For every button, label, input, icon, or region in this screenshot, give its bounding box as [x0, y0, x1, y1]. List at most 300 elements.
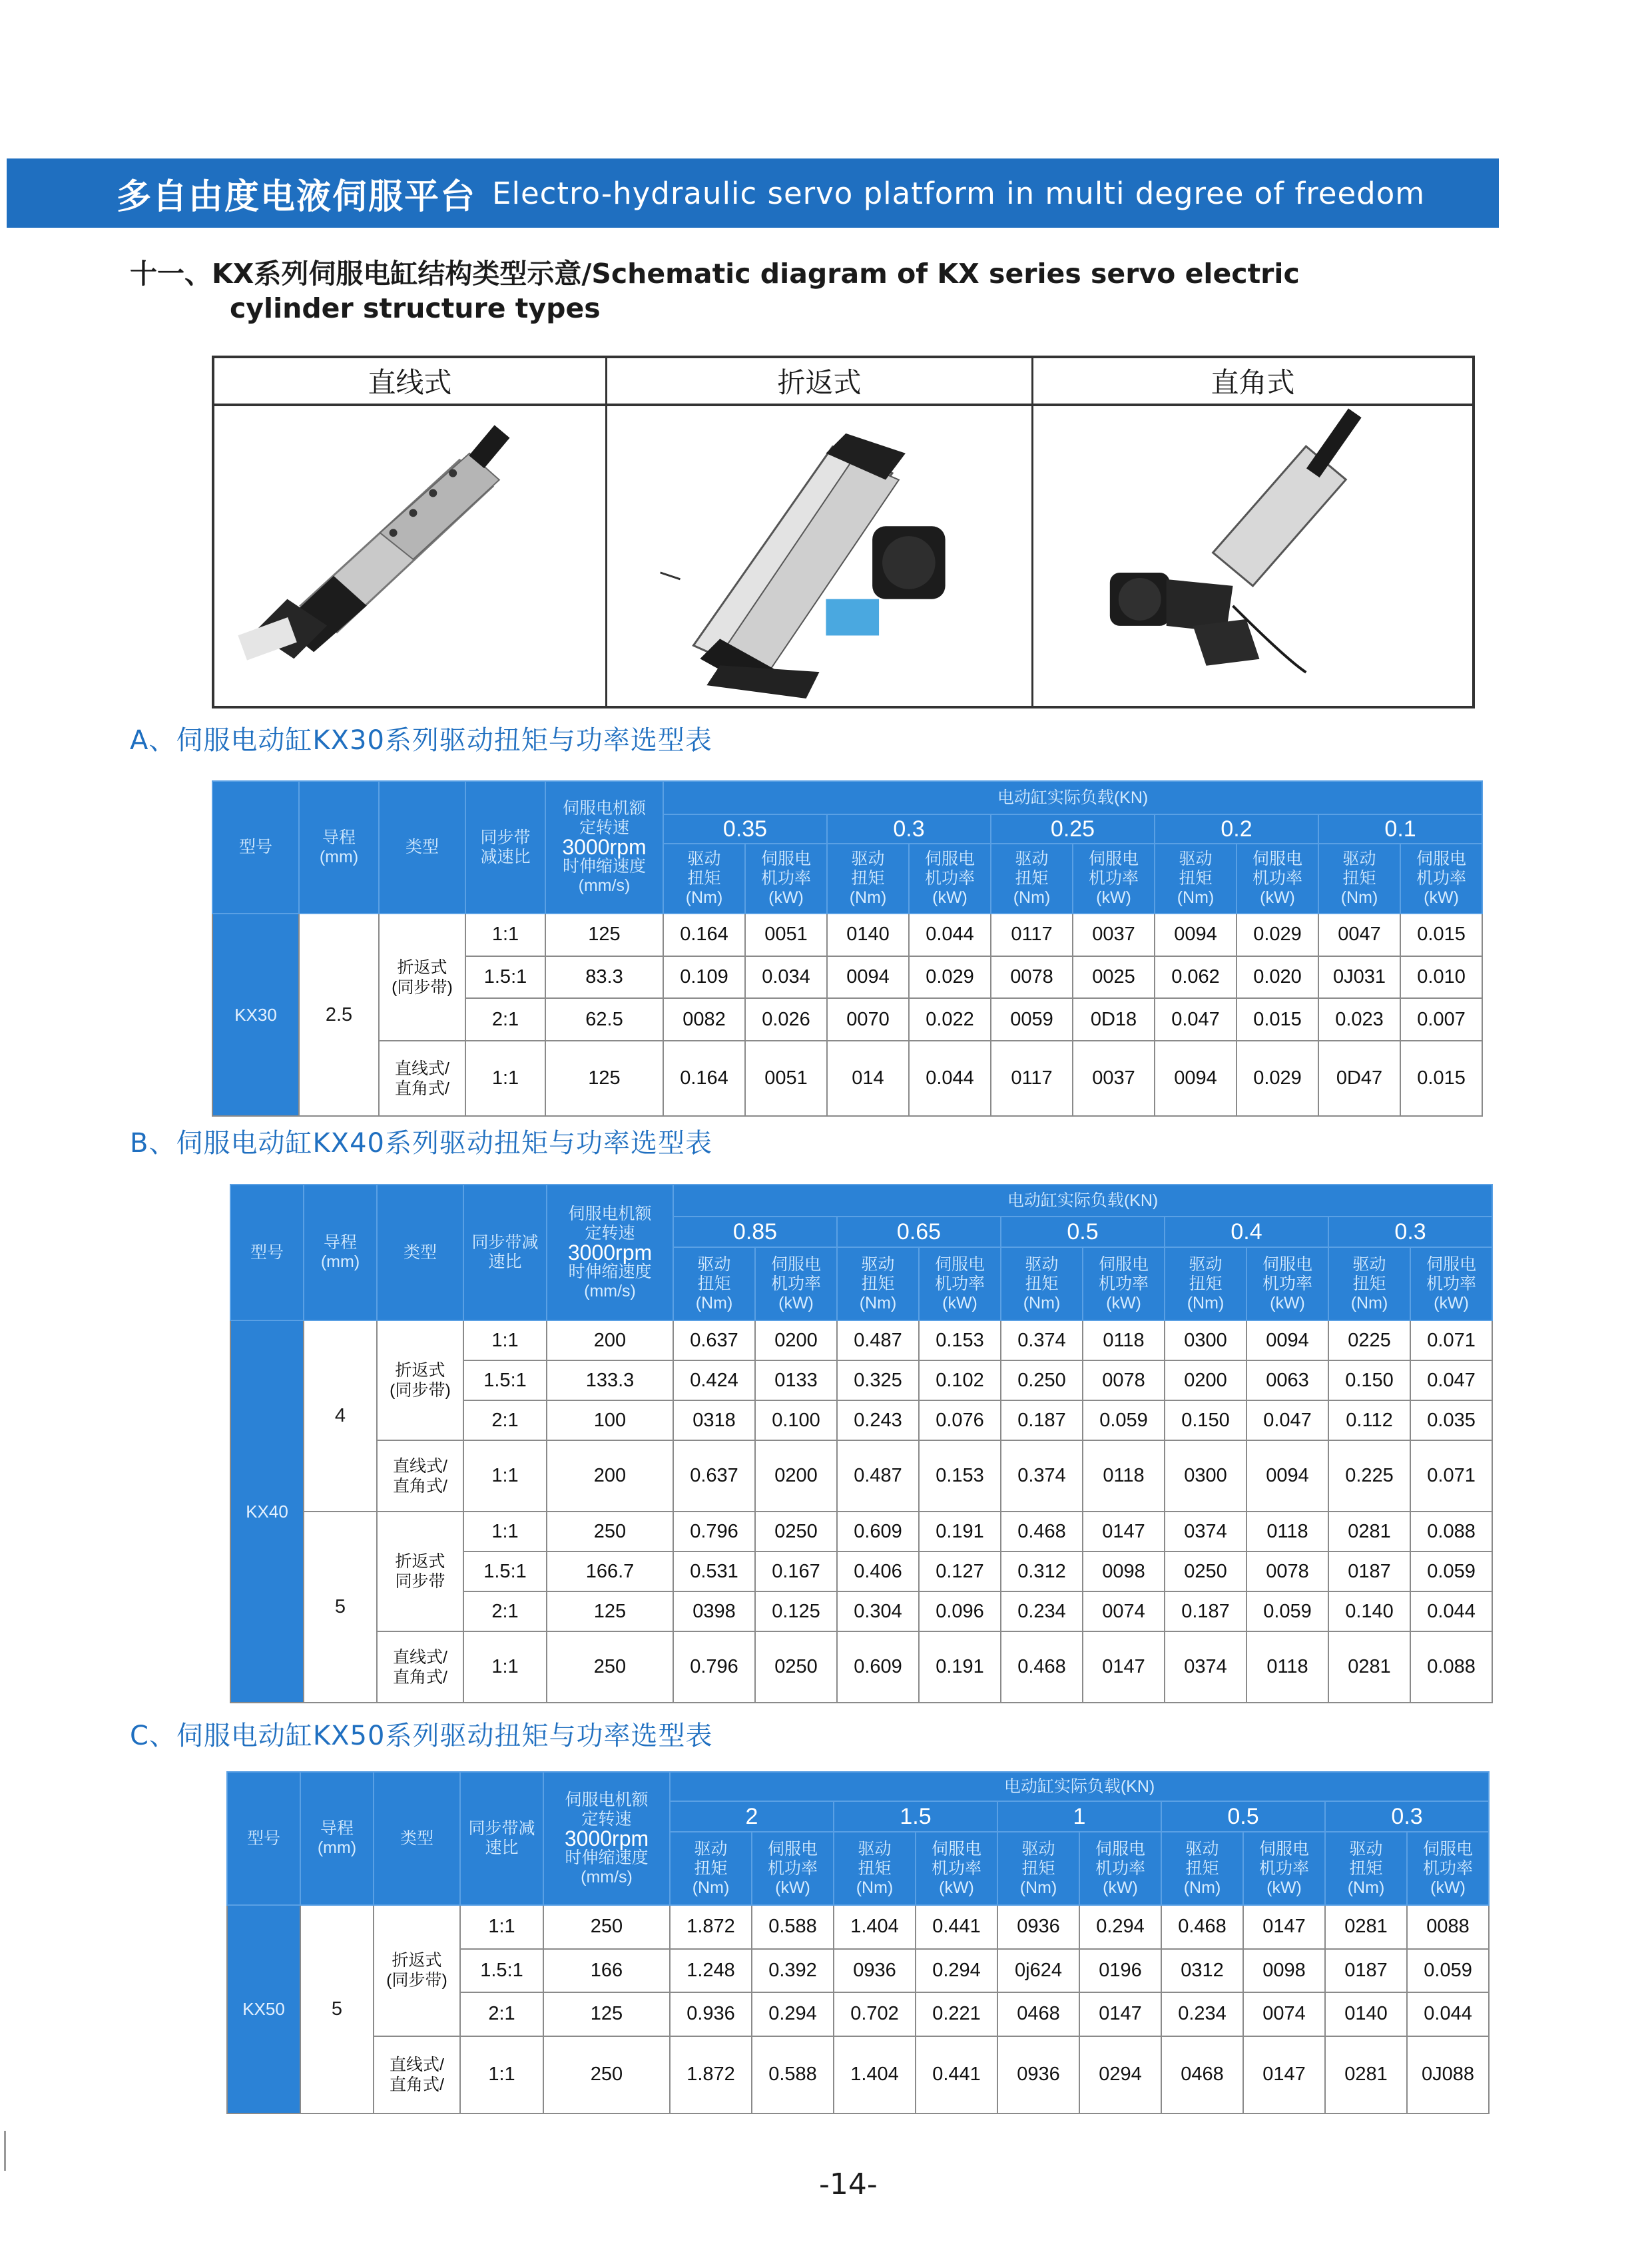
- table-a-h-power: 伺服电 机功率 (kW): [1073, 844, 1155, 914]
- table-b-cell: 0250: [1165, 1551, 1246, 1591]
- linear-cylinder-image: [214, 406, 607, 706]
- table-b-cell: 0250: [755, 1631, 837, 1703]
- table-b-cell: 0.487: [837, 1440, 919, 1512]
- table-a-h-lead: 导程 (mm): [299, 781, 379, 914]
- table-c-type-line: 直线式/ 直角式/: [374, 2036, 460, 2113]
- table-b-cell: 0.096: [919, 1591, 1001, 1631]
- table-b-h-model: 型号: [230, 1185, 304, 1320]
- table-c-h-speed-bottom: 时伸缩速度 (mm/s): [565, 1848, 649, 1886]
- table-b-cell: 0.071: [1410, 1320, 1492, 1360]
- table-b-cell: 0.468: [1001, 1631, 1083, 1703]
- table-c-cell: 1:1: [460, 1905, 543, 1949]
- table-b-cell: 0.059: [1246, 1591, 1328, 1631]
- table-b-cell: 0.125: [755, 1591, 837, 1631]
- table-a-h-speed-bottom: 时伸缩速度 (mm/s): [562, 857, 646, 895]
- table-c-h-lead: 导程 (mm): [300, 1772, 374, 1905]
- table-a-cell: 014: [827, 1041, 909, 1116]
- table-c-load-2: 1: [997, 1801, 1161, 1832]
- table-a-cell: 0051: [745, 1041, 827, 1116]
- table-a-cell: 0.023: [1318, 998, 1400, 1041]
- table-b-cell: 0398: [673, 1591, 755, 1631]
- table-a-type-fold: 折返式 (同步带): [379, 914, 465, 1041]
- margin-mark: [4, 2131, 6, 2171]
- table-b-cell: 133.3: [547, 1360, 673, 1400]
- table-a-cell: 0037: [1073, 914, 1155, 956]
- table-b-cell: 0063: [1246, 1360, 1328, 1400]
- structure-header-folded: 折返式: [607, 358, 1033, 406]
- table-c-cell: 0294: [1079, 2036, 1161, 2113]
- table-c-cell: 0.441: [916, 1905, 997, 1949]
- table-a-cell: 0059: [991, 998, 1073, 1041]
- table-c-cell: 166: [543, 1949, 670, 1993]
- header-banner: [7, 158, 1499, 228]
- table-c-cell: 0.392: [752, 1949, 834, 1993]
- table-b-cell: 0.374: [1001, 1320, 1083, 1360]
- table-b-cell: 0300: [1165, 1320, 1246, 1360]
- table-b-lead-1: 4: [304, 1320, 377, 1512]
- table-c: [226, 1771, 1490, 2114]
- table-a-cell: 83.3: [545, 956, 663, 999]
- table-a-cell: 0.022: [909, 998, 991, 1041]
- table-c-cell: 0J088: [1407, 2036, 1489, 2113]
- table-b-h-rpm: 3000rpm: [567, 1240, 653, 1264]
- table-a-load-1: 0.3: [827, 814, 991, 844]
- table-b-cell: 200: [547, 1440, 673, 1512]
- table-c-title: C、伺服电动缸KX50系列驱动扭矩与功率选型表: [130, 1721, 713, 1751]
- table-c-cell: 0.294: [1079, 1905, 1161, 1949]
- table-b-cell: 0.167: [755, 1551, 837, 1591]
- table-b-h-ratio: 同步带减 速比: [463, 1185, 547, 1320]
- table-b-cell: 0374: [1165, 1512, 1246, 1551]
- table-b-h-power: 伺服电 机功率 (kW): [919, 1247, 1001, 1320]
- table-b-type-fold-2: 折返式 同步带: [377, 1512, 463, 1631]
- table-b-cell: 0281: [1328, 1512, 1410, 1551]
- table-c-cell: 1:1: [460, 2036, 543, 2113]
- table-a-cell: 0D18: [1073, 998, 1155, 1041]
- folded-cylinder-image: [607, 406, 1033, 706]
- table-b-h-load: 电动缸实际负载(KN): [673, 1185, 1492, 1217]
- table-a-type-line: 直线式/ 直角式/: [379, 1041, 465, 1116]
- header-title-cn: 多自由度电液伺服平台: [117, 176, 477, 217]
- table-c-cell: 0074: [1243, 1992, 1325, 2036]
- table-c-cell: 0936: [997, 1905, 1079, 1949]
- table-a-cell: 0.164: [663, 1041, 745, 1116]
- table-c-cell: 0147: [1243, 1905, 1325, 1949]
- table-a-cell: 0.026: [745, 998, 827, 1041]
- table-b-cell: 0.325: [837, 1360, 919, 1400]
- table-b-cell: 0147: [1083, 1631, 1165, 1703]
- table-c-cell: 0.936: [670, 1992, 752, 2036]
- table-c-cell: 0147: [1243, 2036, 1325, 2113]
- right-angle-cylinder-image: [1033, 406, 1472, 706]
- table-c-cell: 0468: [1161, 2036, 1243, 2113]
- table-c-cell: 0.702: [834, 1992, 916, 2036]
- table-c-cell: 0.441: [916, 2036, 997, 2113]
- table-b-cell: 250: [547, 1512, 673, 1551]
- table-b-cell: 1.5:1: [463, 1360, 547, 1400]
- table-b-h-speed-bottom: 时伸缩速度 (mm/s): [568, 1262, 652, 1300]
- structure-header-linear: 直线式: [214, 358, 607, 406]
- table-b-cell: 0.637: [673, 1440, 755, 1512]
- table-b-cell: 0.312: [1001, 1551, 1083, 1591]
- table-b-type-line-1: 直线式/ 直角式/: [377, 1440, 463, 1512]
- table-b-title: B、伺服电动缸KX40系列驱动扭矩与功率选型表: [130, 1128, 712, 1159]
- table-a-h-ratio: 同步带 减速比: [465, 781, 545, 914]
- section-title-line2: cylinder structure types: [230, 292, 601, 324]
- structure-header-right-angle: 直角式: [1033, 358, 1472, 406]
- table-a-h-speed: [545, 781, 663, 914]
- table-a-cell: 0.029: [909, 956, 991, 999]
- table-a-row: [212, 914, 1482, 956]
- table-a-cell: 0D47: [1318, 1041, 1400, 1116]
- table-b-cell: 0.112: [1328, 1400, 1410, 1440]
- table-b-cell: 0.035: [1410, 1400, 1492, 1440]
- table-c-cell: 1.248: [670, 1949, 752, 1993]
- table-c-h-rpm: 3000rpm: [564, 1826, 649, 1850]
- table-c-cell: 250: [543, 2036, 670, 2113]
- table-a-cell: 0025: [1073, 956, 1155, 999]
- table-b-cell: 0318: [673, 1400, 755, 1440]
- table-a-h-torque: 驱动 扭矩 (Nm): [827, 844, 909, 914]
- table-c-cell: 0936: [997, 2036, 1079, 2113]
- table-c-cell: 0.234: [1161, 1992, 1243, 2036]
- table-c-row: [227, 2036, 1489, 2113]
- table-a-h-power: 伺服电 机功率 (kW): [745, 844, 827, 914]
- table-b-cell: 0.531: [673, 1551, 755, 1591]
- table-b-cell: 0.059: [1410, 1551, 1492, 1591]
- table-b-cell: 166.7: [547, 1551, 673, 1591]
- table-b-cell: 0094: [1246, 1320, 1328, 1360]
- table-b-cell: 0.637: [673, 1320, 755, 1360]
- table-a-cell: 1:1: [465, 914, 545, 956]
- table-c-h-torque: 驱动 扭矩 (Nm): [997, 1832, 1079, 1905]
- table-c-load-1: 1.5: [834, 1801, 997, 1832]
- table-b-h-torque: 驱动 扭矩 (Nm): [1001, 1247, 1083, 1320]
- table-c-cell: 0.294: [752, 1992, 834, 2036]
- table-b-load-3: 0.4: [1165, 1217, 1328, 1247]
- table-b-h-lead: 导程 (mm): [304, 1185, 377, 1320]
- table-b-cell: 0.044: [1410, 1591, 1492, 1631]
- table-c-cell: 0.044: [1407, 1992, 1489, 2036]
- table-b-cell: 0.406: [837, 1551, 919, 1591]
- table-a-h-load: 电动缸实际负载(KN): [663, 781, 1482, 814]
- table-a-cell: 1.5:1: [465, 956, 545, 999]
- table-b-cell: 0118: [1083, 1320, 1165, 1360]
- table-b-cell: 0.153: [919, 1440, 1001, 1512]
- table-c-cell: 0196: [1079, 1949, 1161, 1993]
- table-b-cell: 0.071: [1410, 1440, 1492, 1512]
- table-b-cell: 0.234: [1001, 1591, 1083, 1631]
- table-c-cell: 1.404: [834, 2036, 916, 2113]
- table-b-cell: 0.609: [837, 1512, 919, 1551]
- table-b-h-torque: 驱动 扭矩 (Nm): [1165, 1247, 1246, 1320]
- table-a-cell: 125: [545, 914, 663, 956]
- table-c-cell: 0281: [1325, 1905, 1407, 1949]
- table-a-cell: 0.015: [1400, 914, 1482, 956]
- table-a-cell: 0.044: [909, 1041, 991, 1116]
- table-c-cell: 1.404: [834, 1905, 916, 1949]
- table-a-cell: 0117: [991, 1041, 1073, 1116]
- table-c-cell: 2:1: [460, 1992, 543, 2036]
- table-b-cell: 0281: [1328, 1631, 1410, 1703]
- table-a-cell: 0.034: [745, 956, 827, 999]
- table-b-cell: 0374: [1165, 1631, 1246, 1703]
- table-a-load-0: 0.35: [663, 814, 827, 844]
- table-c-cell: 1.872: [670, 1905, 752, 1949]
- table-c-lead: 5: [300, 1905, 374, 2113]
- table-b-h-type: 类型: [377, 1185, 463, 1320]
- table-a-cell: 0070: [827, 998, 909, 1041]
- table-c-h-model: 型号: [227, 1772, 300, 1905]
- table-a-cell: 1:1: [465, 1041, 545, 1116]
- table-b-cell: 0.059: [1083, 1400, 1165, 1440]
- table-b-lead-2: 5: [304, 1512, 377, 1703]
- table-a-cell: 0.164: [663, 914, 745, 956]
- table-c-load-4: 0.3: [1325, 1801, 1489, 1832]
- table-b-row: [230, 1512, 1492, 1551]
- table-b-h-torque: 驱动 扭矩 (Nm): [837, 1247, 919, 1320]
- table-b-cell: 0.100: [755, 1400, 837, 1440]
- table-a-cell: 0047: [1318, 914, 1400, 956]
- table-b-cell: 0.243: [837, 1400, 919, 1440]
- table-b-load-0: 0.85: [673, 1217, 837, 1247]
- table-b-cell: 0.088: [1410, 1512, 1492, 1551]
- table-b-cell: 0094: [1246, 1440, 1328, 1512]
- table-c-type-fold: 折返式 (同步带): [374, 1905, 460, 2036]
- table-b-row: [230, 1440, 1492, 1512]
- table-b-h-power: 伺服电 机功率 (kW): [1410, 1247, 1492, 1320]
- table-c-cell: 1.5:1: [460, 1949, 543, 1993]
- table-b-cell: 0.609: [837, 1631, 919, 1703]
- table-b-load-4: 0.3: [1328, 1217, 1492, 1247]
- table-c-h-type: 类型: [374, 1772, 460, 1905]
- table-b-cell: 0.153: [919, 1320, 1001, 1360]
- table-b-cell: 0200: [755, 1320, 837, 1360]
- table-c-cell: 0468: [997, 1992, 1079, 2036]
- table-b-h-power: 伺服电 机功率 (kW): [755, 1247, 837, 1320]
- header-title-en: Electro-hydraulic servo platform in multi degree of freedom: [492, 175, 1426, 211]
- table-c-cell: 0088: [1407, 1905, 1489, 1949]
- table-c-cell: 0.468: [1161, 1905, 1243, 1949]
- table-b-cell: 0.424: [673, 1360, 755, 1400]
- table-b-cell: 0.191: [919, 1512, 1001, 1551]
- table-a-cell: 0078: [991, 956, 1073, 999]
- table-c-h-power: 伺服电 机功率 (kW): [1243, 1832, 1325, 1905]
- table-b-h-speed-top: 伺服电机额 定转速: [568, 1204, 652, 1243]
- table-c-cell: 0j624: [997, 1949, 1079, 1993]
- table-c-cell: 0.221: [916, 1992, 997, 2036]
- table-a-row: [212, 1041, 1482, 1116]
- table-b-cell: 0118: [1246, 1631, 1328, 1703]
- table-c-h-power: 伺服电 机功率 (kW): [752, 1832, 834, 1905]
- table-a-cell: 0.010: [1400, 956, 1482, 999]
- table-b-cell: 0133: [755, 1360, 837, 1400]
- table-b-cell: 0.150: [1328, 1360, 1410, 1400]
- table-b: [230, 1184, 1493, 1703]
- table-a-h-type: 类型: [379, 781, 465, 914]
- table-a-h-rpm: 3000rpm: [562, 835, 647, 859]
- table-b-cell: 0.225: [1328, 1440, 1410, 1512]
- table-b-cell: 0.102: [919, 1360, 1001, 1400]
- table-a-h-torque: 驱动 扭矩 (Nm): [991, 844, 1073, 914]
- table-c-cell: 250: [543, 1905, 670, 1949]
- table-c-h-power: 伺服电 机功率 (kW): [1407, 1832, 1489, 1905]
- table-a-cell: 0094: [827, 956, 909, 999]
- table-b-model: KX40: [230, 1320, 304, 1703]
- table-b-cell: 1:1: [463, 1320, 547, 1360]
- table-a-model: KX30: [212, 914, 299, 1116]
- table-a-h-power: 伺服电 机功率 (kW): [1237, 844, 1318, 914]
- table-c-h-torque: 驱动 扭矩 (Nm): [1161, 1832, 1243, 1905]
- table-b-row: [230, 1631, 1492, 1703]
- table-a-lead: 2.5: [299, 914, 379, 1116]
- table-b-h-torque: 驱动 扭矩 (Nm): [673, 1247, 755, 1320]
- table-c-cell: 0312: [1161, 1949, 1243, 1993]
- table-b-cell: 0.140: [1328, 1591, 1410, 1631]
- table-c-h-ratio: 同步带减 速比: [460, 1772, 543, 1905]
- table-a-load-2: 0.25: [991, 814, 1155, 844]
- table-b-cell: 0.468: [1001, 1512, 1083, 1551]
- table-c-row: [227, 1905, 1489, 1949]
- table-b-h-power: 伺服电 机功率 (kW): [1246, 1247, 1328, 1320]
- table-b-cell: 1:1: [463, 1440, 547, 1512]
- table-b-cell: 0078: [1246, 1551, 1328, 1591]
- table-b-cell: 125: [547, 1591, 673, 1631]
- table-a-cell: 2:1: [465, 998, 545, 1041]
- table-a-h-torque: 驱动 扭矩 (Nm): [1155, 844, 1237, 914]
- table-a-cell: 0.029: [1237, 914, 1318, 956]
- section-title: [130, 256, 1395, 326]
- table-c-cell: 0187: [1325, 1949, 1407, 1993]
- table-c-cell: 0281: [1325, 2036, 1407, 2113]
- table-c-cell: 0140: [1325, 1992, 1407, 2036]
- table-c-cell: 0.059: [1407, 1949, 1489, 1993]
- table-a-load-3: 0.2: [1155, 814, 1318, 844]
- table-b-cell: 0.076: [919, 1400, 1001, 1440]
- table-a-h-power: 伺服电 机功率 (kW): [909, 844, 991, 914]
- table-b-cell: 0187: [1328, 1551, 1410, 1591]
- table-a-cell: 0.029: [1237, 1041, 1318, 1116]
- table-b-cell: 0118: [1246, 1512, 1328, 1551]
- table-b-cell: 0.796: [673, 1512, 755, 1551]
- table-b-cell: 1:1: [463, 1631, 547, 1703]
- table-a-cell: 0082: [663, 998, 745, 1041]
- table-a-h-torque: 驱动 扭矩 (Nm): [663, 844, 745, 914]
- table-b-cell: 0250: [755, 1512, 837, 1551]
- structure-type-table: [212, 356, 1475, 708]
- table-a-cell: 0117: [991, 914, 1073, 956]
- table-a-h-model: 型号: [212, 781, 299, 914]
- table-b-type-fold-1: 折返式 (同步带): [377, 1320, 463, 1440]
- table-b-cell: 0.088: [1410, 1631, 1492, 1703]
- table-a-cell: 0.007: [1400, 998, 1482, 1041]
- table-b-h-torque: 驱动 扭矩 (Nm): [1328, 1247, 1410, 1320]
- table-c-cell: 0.588: [752, 2036, 834, 2113]
- table-a-h-speed-top: 伺服电机额 定转速: [562, 799, 646, 837]
- table-a-cell: 0.062: [1155, 956, 1237, 999]
- table-a-cell: 0J031: [1318, 956, 1400, 999]
- table-b-cell: 0200: [755, 1440, 837, 1512]
- table-a: [212, 780, 1483, 1117]
- table-b-cell: 0.250: [1001, 1360, 1083, 1400]
- table-b-cell: 250: [547, 1631, 673, 1703]
- table-c-cell: 0.588: [752, 1905, 834, 1949]
- table-a-cell: 125: [545, 1041, 663, 1116]
- table-b-load-1: 0.65: [837, 1217, 1001, 1247]
- table-b-cell: 0.047: [1246, 1400, 1328, 1440]
- table-a-cell: 0.044: [909, 914, 991, 956]
- table-c-h-torque: 驱动 扭矩 (Nm): [670, 1832, 752, 1905]
- table-c-load-0: 2: [670, 1801, 834, 1832]
- table-b-cell: 0098: [1083, 1551, 1165, 1591]
- table-a-h-torque: 驱动 扭矩 (Nm): [1318, 844, 1400, 914]
- table-b-load-2: 0.5: [1001, 1217, 1165, 1247]
- table-b-cell: 0118: [1083, 1440, 1165, 1512]
- table-c-h-load: 电动缸实际负载(KN): [670, 1772, 1489, 1801]
- table-c-h-power: 伺服电 机功率 (kW): [916, 1832, 997, 1905]
- table-b-cell: 0225: [1328, 1320, 1410, 1360]
- table-b-h-speed: [547, 1185, 673, 1320]
- table-c-cell: 0.294: [916, 1949, 997, 1993]
- table-b-cell: 0147: [1083, 1512, 1165, 1551]
- table-b-cell: 0.487: [837, 1320, 919, 1360]
- table-b-cell: 1:1: [463, 1512, 547, 1551]
- table-c-h-power: 伺服电 机功率 (kW): [1079, 1832, 1161, 1905]
- section-title-line1: 十一、KX系列伺服电缸结构类型示意/Schematic diagram of KX series servo electric: [130, 258, 1300, 290]
- table-c-cell: 0936: [834, 1949, 916, 1993]
- table-b-row: [230, 1320, 1492, 1360]
- table-c-cell: 125: [543, 1992, 670, 2036]
- table-c-h-torque: 驱动 扭矩 (Nm): [1325, 1832, 1407, 1905]
- table-b-cell: 200: [547, 1320, 673, 1360]
- table-c-cell: 0147: [1079, 1992, 1161, 2036]
- table-b-cell: 1.5:1: [463, 1551, 547, 1591]
- table-a-cell: 0037: [1073, 1041, 1155, 1116]
- page-number: -14-: [819, 2167, 878, 2201]
- table-c-load-3: 0.5: [1161, 1801, 1325, 1832]
- table-c-cell: 0098: [1243, 1949, 1325, 1993]
- table-c-model: KX50: [227, 1905, 300, 2113]
- table-a-cell: 0.109: [663, 956, 745, 999]
- table-b-cell: 0300: [1165, 1440, 1246, 1512]
- table-b-cell: 2:1: [463, 1400, 547, 1440]
- table-a-cell: 62.5: [545, 998, 663, 1041]
- table-a-cell: 0140: [827, 914, 909, 956]
- table-a-cell: 0094: [1155, 914, 1237, 956]
- table-a-cell: 0.015: [1400, 1041, 1482, 1116]
- table-c-h-speed-top: 伺服电机额 定转速: [565, 1790, 649, 1828]
- table-b-cell: 0074: [1083, 1591, 1165, 1631]
- table-b-cell: 0.796: [673, 1631, 755, 1703]
- table-a-title: A、伺服电动缸KX30系列驱动扭矩与功率选型表: [130, 725, 712, 756]
- table-a-h-power: 伺服电 机功率 (kW): [1400, 844, 1482, 914]
- table-c-h-speed: [543, 1772, 670, 1905]
- table-b-cell: 0078: [1083, 1360, 1165, 1400]
- table-b-cell: 2:1: [463, 1591, 547, 1631]
- table-a-load-4: 0.1: [1318, 814, 1482, 844]
- table-b-cell: 0.191: [919, 1631, 1001, 1703]
- table-b-cell: 0.187: [1165, 1591, 1246, 1631]
- table-b-cell: 0.374: [1001, 1440, 1083, 1512]
- table-a-cell: 0.015: [1237, 998, 1318, 1041]
- table-b-h-power: 伺服电 机功率 (kW): [1083, 1247, 1165, 1320]
- table-b-cell: 0.047: [1410, 1360, 1492, 1400]
- table-b-type-line-2: 直线式/ 直角式/: [377, 1631, 463, 1703]
- table-a-cell: 0094: [1155, 1041, 1237, 1116]
- table-a-cell: 0051: [745, 914, 827, 956]
- table-b-cell: 0.150: [1165, 1400, 1246, 1440]
- table-a-cell: 0.047: [1155, 998, 1237, 1041]
